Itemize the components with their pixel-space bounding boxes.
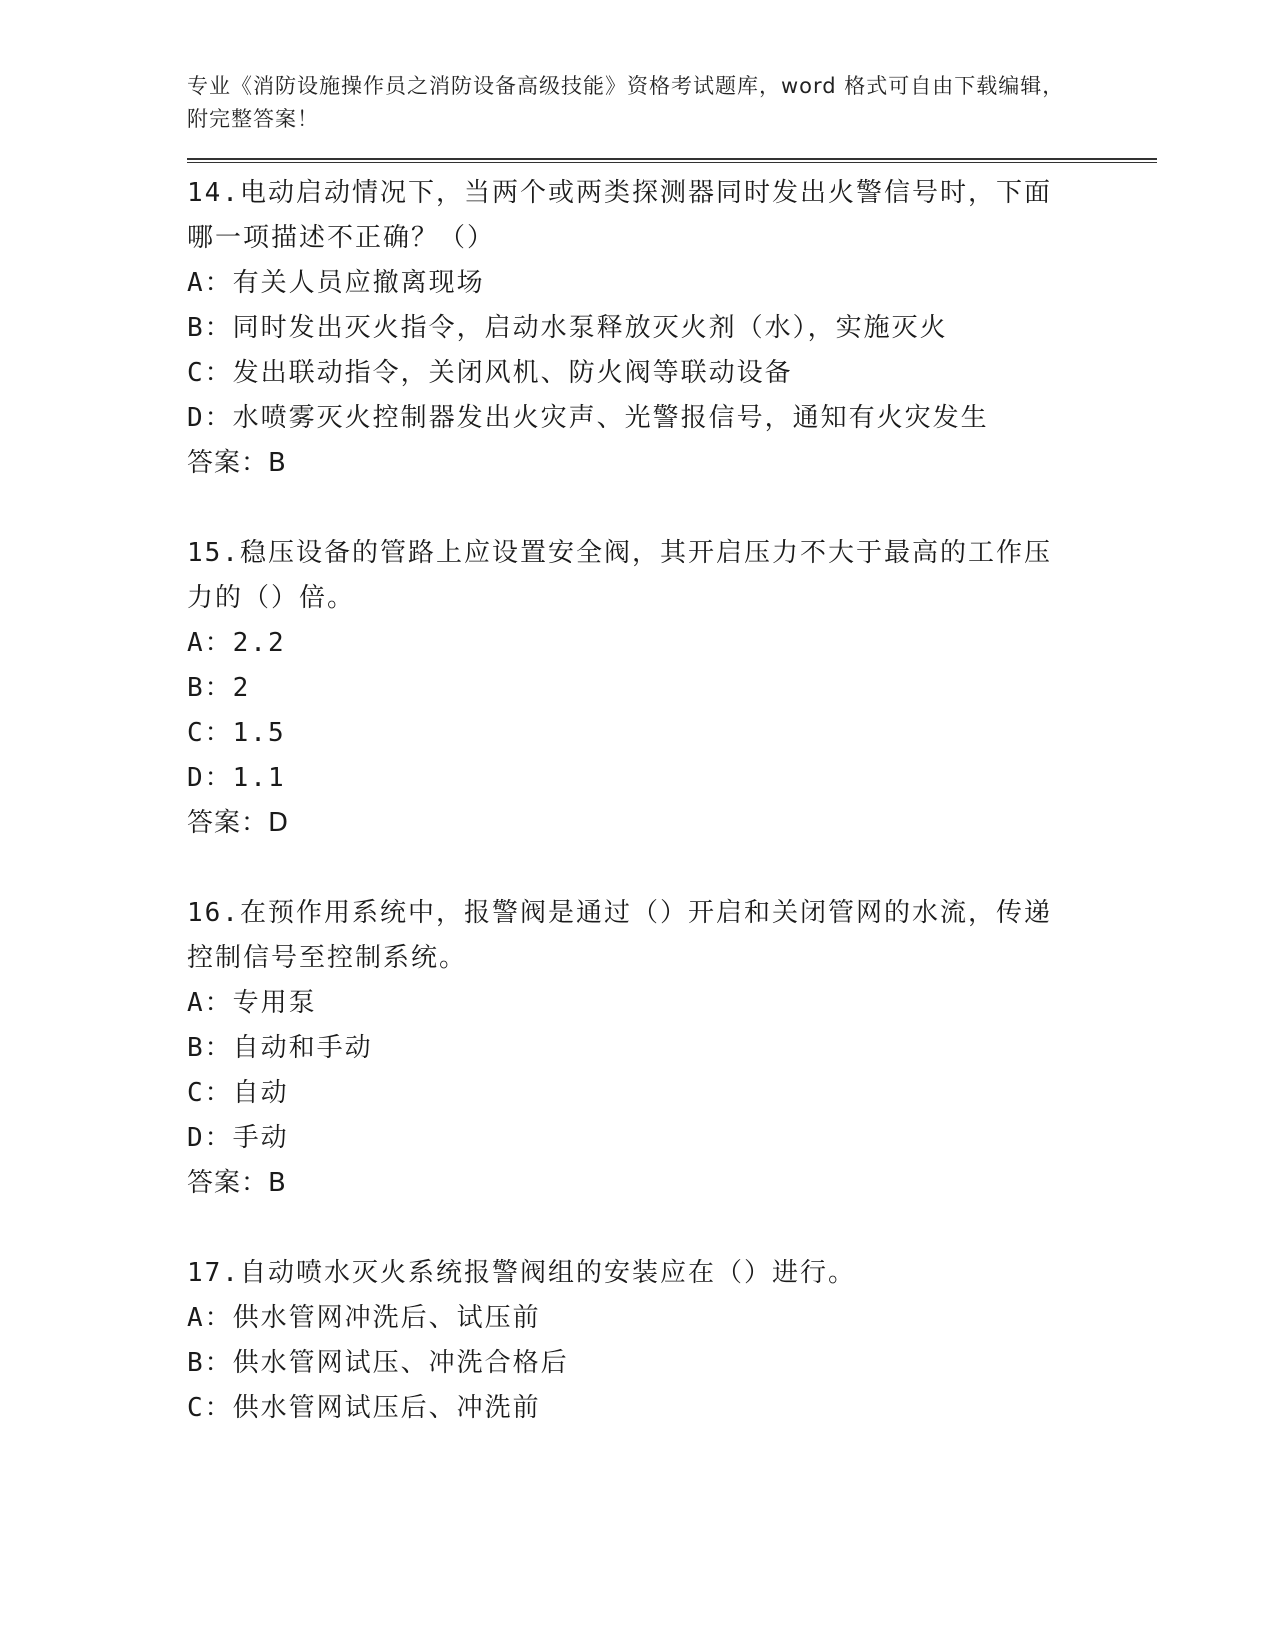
option-d: D：水喷雾灭火控制器发出火灾声、光警报信号，通知有火灾发生: [187, 403, 989, 433]
document-header: 专业《消防设施操作员之消防设备高级技能》资格考试题库，word 格式可自由下载编辑，附完整答案！: [187, 74, 1065, 131]
option-a: A：专用泵: [187, 988, 317, 1018]
option-c: C：供水管网试压后、冲洗前: [187, 1393, 541, 1423]
question-16: [187, 891, 1157, 1206]
option-b: B：同时发出灭火指令，启动水泵释放灭火剂（水），实施灭火: [187, 313, 948, 343]
option-b: B：自动和手动: [187, 1033, 373, 1063]
question-gap: [187, 486, 1157, 531]
question-15: [187, 531, 1157, 846]
question-stem: 15.稳压设备的管路上应设置安全阀，其开启压力不大于最高的工作压力的（）倍。: [187, 538, 1052, 613]
option-b: B：供水管网试压、冲洗合格后: [187, 1348, 569, 1378]
option-d: D：1.1: [187, 763, 286, 793]
option-c: C：1.5: [187, 718, 286, 748]
answer: 答案：D: [187, 808, 290, 838]
answer: 答案：B: [187, 448, 287, 478]
question-gap: [187, 846, 1157, 891]
option-a: A：有关人员应撤离现场: [187, 268, 485, 298]
option-c: C：自动: [187, 1078, 289, 1108]
header-divider: [187, 158, 1157, 163]
option-b: B：2: [187, 673, 251, 703]
question-stem: 16.在预作用系统中，报警阀是通过（）开启和关闭管网的水流，传递控制信号至控制系统。: [187, 898, 1052, 973]
option-a: A：2.2: [187, 628, 286, 658]
option-a: A：供水管网冲洗后、试压前: [187, 1303, 541, 1333]
question-gap: [187, 1206, 1157, 1251]
option-d: D：手动: [187, 1123, 289, 1153]
document-page: [187, 70, 1157, 1431]
question-14: [187, 171, 1157, 486]
question-stem: 14.电动启动情况下，当两个或两类探测器同时发出火警信号时，下面哪一项描述不正确？（）: [187, 178, 1052, 253]
question-17: [187, 1251, 1157, 1431]
answer: 答案：B: [187, 1168, 287, 1198]
option-c: C：发出联动指令，关闭风机、防火阀等联动设备: [187, 358, 793, 388]
question-stem: 17.自动喷水灭火系统报警阀组的安装应在（）进行。: [187, 1258, 856, 1288]
